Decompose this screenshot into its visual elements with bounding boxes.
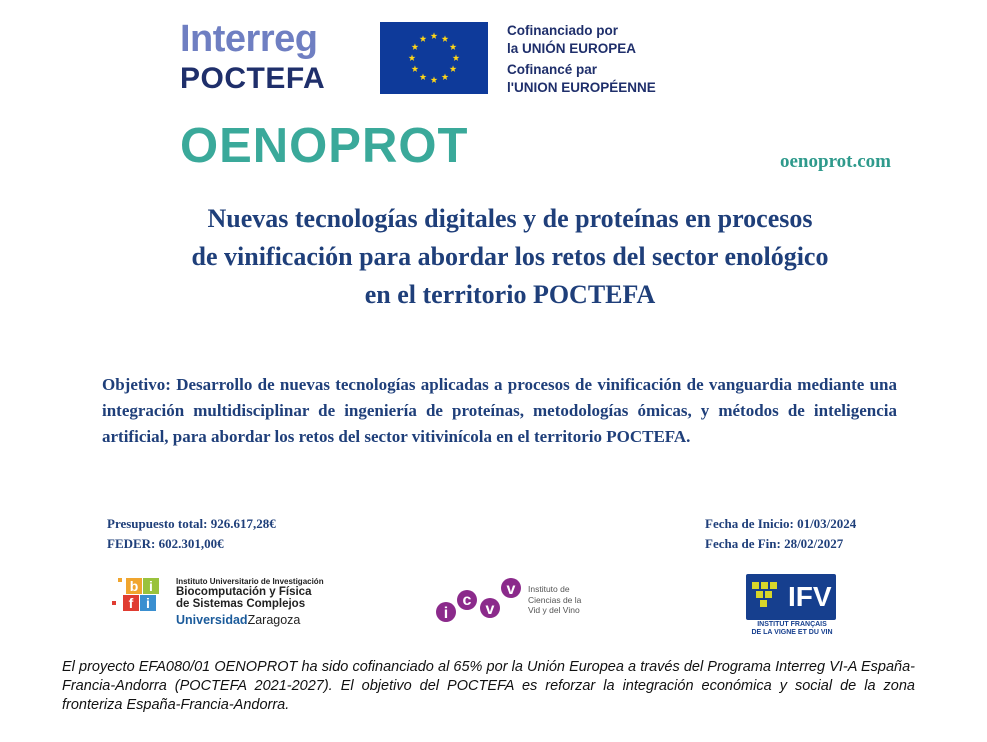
icvv-line-1: Instituto de xyxy=(528,584,570,594)
project-dates xyxy=(705,514,856,554)
bifi-line-2: Biocomputación y Física xyxy=(176,586,312,598)
eu-star xyxy=(420,73,427,80)
icvv-line-2: Ciencias de la xyxy=(528,594,582,605)
icvv-letter-v1: v xyxy=(485,601,495,618)
eu-es-line1: Cofinanciado por xyxy=(507,23,618,38)
bifi-line-1: Instituto Universitario de Investigación xyxy=(176,577,324,586)
bifi-letter-i1: i xyxy=(149,578,153,594)
ifv-subtitle xyxy=(742,621,842,637)
title-line-2: de vinificación para abordar los retos del sector enológico xyxy=(191,242,829,271)
eu-star xyxy=(412,65,419,72)
ifv-sub-line-1: INSTITUT FRANÇAIS xyxy=(757,621,827,628)
eu-star xyxy=(431,76,438,83)
bifi-univ-rest: Zaragoza xyxy=(247,613,301,627)
eu-star xyxy=(450,43,457,50)
poctefa-logo-word: POCTEFA xyxy=(180,62,326,95)
icvv-letters-icon xyxy=(435,570,527,632)
funding-disclaimer: El proyecto EFA080/01 OENOPROT ha sido cofinanciado al 65% por la Unión Europea a través del Programa Interreg VI-A España-Francia-Andorra (POCTEFA 2021-2027). El objetivo del POCTEFA es reforzar la integración económica y social de la zona fronteriza España-Francia-Andorra. xyxy=(62,659,915,713)
eu-flag-icon xyxy=(380,22,488,94)
icvv-letter-i: i xyxy=(443,605,449,622)
icvv-text xyxy=(528,584,590,616)
bifi-blocks-icon xyxy=(112,575,170,627)
website-link[interactable]: oenoprot.com xyxy=(780,151,891,172)
icvv-letter-c: c xyxy=(462,592,472,609)
eu-star xyxy=(431,32,438,39)
eu-star xyxy=(442,35,449,42)
grape-icon xyxy=(748,574,788,620)
interreg-logo-word: Interreg xyxy=(180,18,318,60)
bifi-letter-i2: i xyxy=(146,595,150,611)
eu-star xyxy=(450,65,457,72)
bifi-letter-b: b xyxy=(129,578,139,594)
ifv-logo xyxy=(742,574,842,638)
budget-info xyxy=(107,514,276,554)
eu-star xyxy=(453,54,460,61)
ifv-word: IFV xyxy=(788,581,832,612)
eu-star xyxy=(420,35,427,42)
project-name: OENOPROT xyxy=(180,119,469,173)
project-title xyxy=(70,200,950,314)
eu-cofinancing-text xyxy=(507,22,707,96)
bifi-univ-bold: Universidad xyxy=(176,613,248,627)
interreg-poctefa-logo xyxy=(180,20,350,100)
eu-fr-line2: l'UNION EUROPÉENNE xyxy=(507,79,656,95)
title-line-3: en el territorio POCTEFA xyxy=(364,280,656,309)
eu-fr-line1: Cofinancé par xyxy=(507,62,598,77)
eu-stars-icon xyxy=(380,22,488,94)
bifi-letter-f: f xyxy=(128,595,134,611)
bifi-line-3: de Sistemas Complejos xyxy=(176,598,306,610)
eu-es-line2: la UNIÓN EUROPEA xyxy=(507,40,637,56)
eu-star xyxy=(409,54,416,61)
eu-star xyxy=(442,73,449,80)
icvv-logo xyxy=(435,570,590,632)
icvv-letter-v2: v xyxy=(506,581,516,598)
ifv-sub-line-2: DE LA VIGNE ET DU VIN xyxy=(751,629,833,636)
total-budget: Presupuesto total: 926.617,28€ xyxy=(107,516,276,531)
end-date: Fecha de Fin: 28/02/2027 xyxy=(705,536,844,551)
ifv-box xyxy=(746,574,836,620)
bifi-text xyxy=(176,577,324,628)
bifi-logo xyxy=(112,575,327,629)
objective-paragraph: Objetivo: Desarrollo de nuevas tecnologías aplicadas a procesos de vinificación de vanguardia mediante una integración multidisciplinar de ingeniería de proteínas, metodologías ómicas, y métodos de inteligencia artificial, para abordar los retos del sector vitivinícola en el territorio POCTEFA. xyxy=(102,375,897,446)
feder-amount: FEDER: 602.301,00€ xyxy=(107,536,224,551)
title-line-1: Nuevas tecnologías digitales y de proteínas en procesos xyxy=(207,204,813,233)
eu-star xyxy=(412,43,419,50)
bifi-university xyxy=(176,612,324,628)
icvv-line-3: Vid y del Vino xyxy=(528,605,580,615)
start-date: Fecha de Inicio: 01/03/2024 xyxy=(705,516,857,531)
